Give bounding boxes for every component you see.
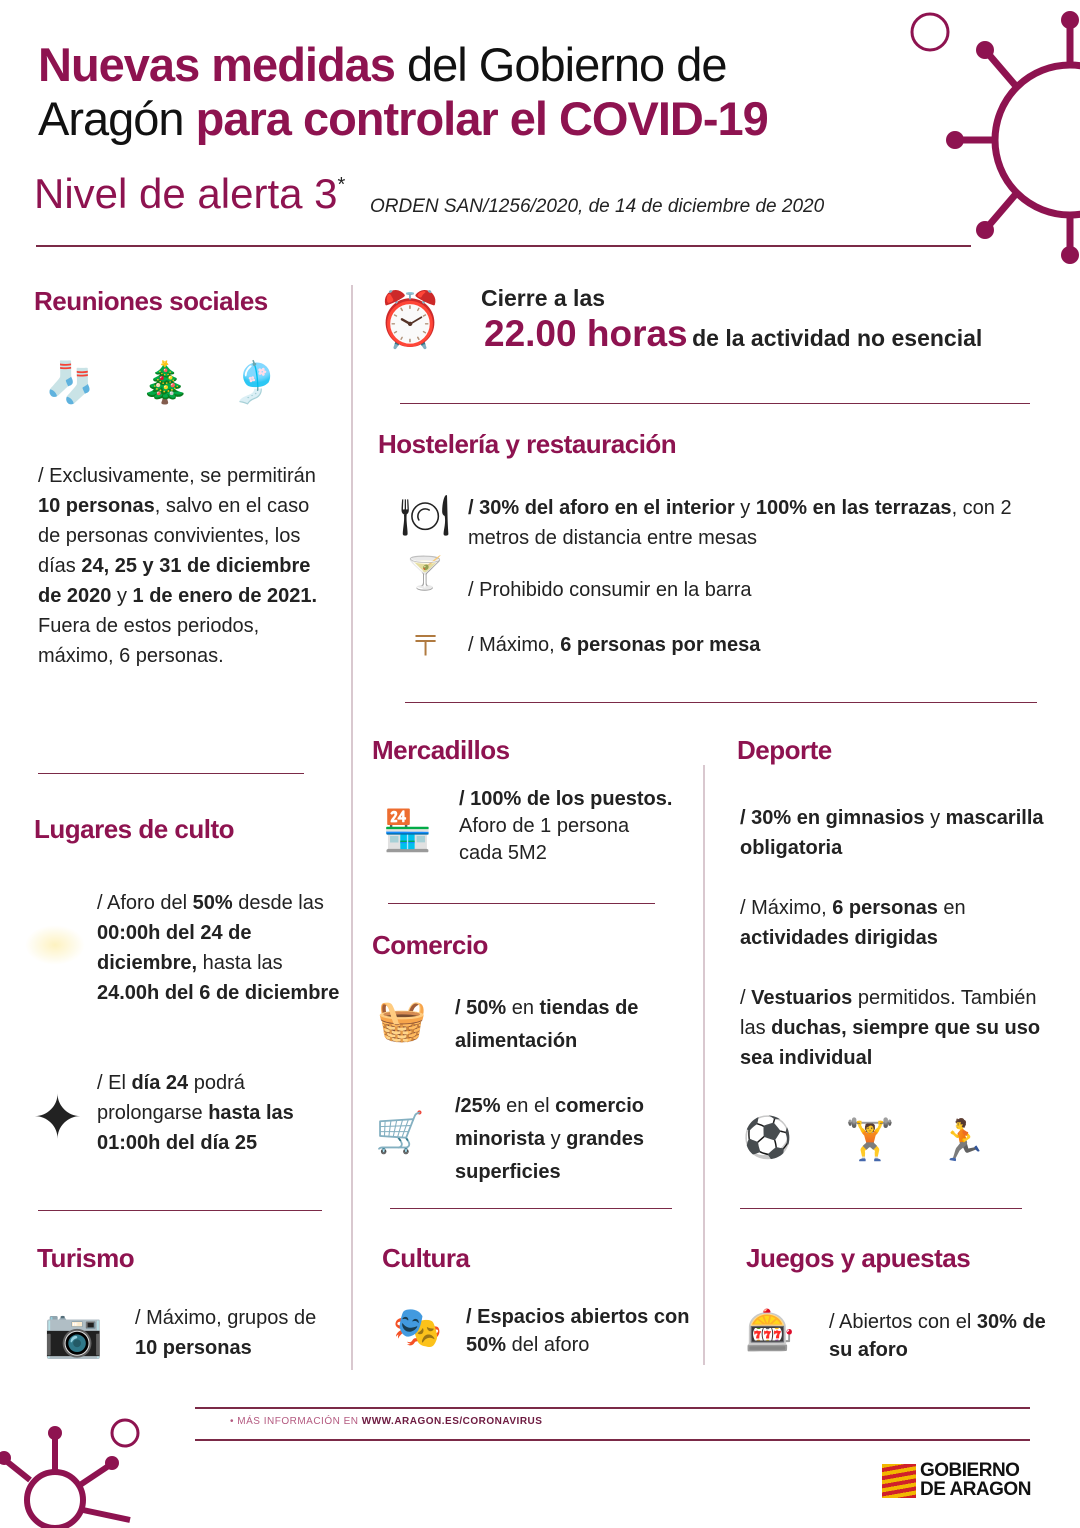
text: / xyxy=(740,987,752,1009)
section-heading-comercio: Comercio xyxy=(372,930,488,960)
bold-text: 6 personas xyxy=(832,897,938,919)
text: y xyxy=(111,585,133,607)
text: , con 2 metros de distancia entre mesas xyxy=(468,497,1012,549)
bold-text: tiendas de alimentación xyxy=(455,997,639,1052)
culto-item-2 xyxy=(97,1068,337,1158)
cocktail-icon: 🍸 xyxy=(405,554,445,591)
text: / El xyxy=(97,1072,132,1094)
more-info: • MÁS INFORMACIÓN EN WWW.ARAGON.ES/CORONAVIRUS xyxy=(230,1416,543,1427)
text: en xyxy=(937,897,966,919)
column-divider xyxy=(351,285,353,1370)
cierre-time: 22.00 horas xyxy=(484,313,688,354)
bold-text: 24.00h del 6 de diciembre xyxy=(97,982,340,1004)
bold-text: / 30% en gimnasios xyxy=(740,807,925,829)
bold-text: comercio minorista xyxy=(455,1095,645,1150)
poker-chips-icon: 🎰 xyxy=(745,1308,795,1353)
divider xyxy=(388,903,655,904)
text: podrá prolongarse xyxy=(97,1072,245,1124)
virus-decoration-icon xyxy=(900,0,1080,270)
bold-text: / 30% del aforo en el interior xyxy=(468,497,735,519)
bold-text: /25% xyxy=(455,1095,501,1117)
section-heading-cultura: Cultura xyxy=(382,1243,470,1273)
section-heading-juegos: Juegos y apuestas xyxy=(746,1243,971,1273)
divider xyxy=(195,1439,1030,1441)
camera-icon: 📷 xyxy=(43,1307,104,1360)
section-heading-turismo: Turismo xyxy=(37,1243,135,1273)
bold-text: / 50% xyxy=(455,997,507,1019)
turismo-text xyxy=(135,1303,335,1363)
bold-text: 50% xyxy=(192,892,233,914)
deporte-item-2 xyxy=(740,893,1060,953)
text: / Máximo, xyxy=(740,897,833,919)
text: del Gobierno de xyxy=(394,38,727,91)
text: / Prohibido consumir en la barra xyxy=(468,579,752,601)
hosteleria-item-1 xyxy=(468,493,1033,553)
divider xyxy=(740,1208,1022,1209)
divider xyxy=(38,773,304,774)
alert-level xyxy=(34,170,345,218)
virus-decoration-bottom-icon xyxy=(0,1405,150,1528)
bold-text: 00:00h del 24 de diciembre, xyxy=(97,922,252,974)
comercio-item-2 xyxy=(455,1090,695,1189)
alarm-clock-icon: ⏰ xyxy=(376,290,445,350)
more-info-label: MÁS INFORMACIÓN EN xyxy=(237,1416,362,1427)
text: permitidos. También las xyxy=(740,987,1037,1039)
logo-line-2: DE ARAGON xyxy=(920,1479,1031,1500)
runner-icon: 🏃 xyxy=(937,1118,988,1163)
text: desde las xyxy=(232,892,324,914)
text: / Aforo del xyxy=(97,892,193,914)
text: y xyxy=(924,807,946,829)
divider xyxy=(400,403,1030,404)
bold-text: / Espacios abiertos con 50% xyxy=(466,1306,690,1356)
text: del aforo xyxy=(506,1334,590,1356)
grocery-basket-icon: 🧺 xyxy=(377,998,427,1043)
deporte-item-1 xyxy=(740,803,1060,863)
bold-text: 24, 25 y 31 de diciembre de 2020 xyxy=(38,555,311,607)
bold-text: 10 personas xyxy=(38,495,155,517)
cloche-icon: 🍽 xyxy=(399,493,451,538)
bold-text: duchas, siempre que su uso sea individual xyxy=(740,1017,1041,1069)
text: / Máximo, grupos de xyxy=(135,1307,317,1329)
page-title xyxy=(38,38,768,146)
soccer-ball-icon: ⚽ xyxy=(742,1116,793,1160)
cierre-label: Cierre a las xyxy=(481,285,606,311)
bold-text: Nuevas medidas xyxy=(38,38,395,91)
text: / Máximo, xyxy=(468,634,561,656)
ornaments-icon: 🎐 xyxy=(230,361,280,405)
bold-text: para controlar el COVID-19 xyxy=(195,92,768,145)
hosteleria-item-2 xyxy=(468,575,1033,605)
cierre-time-line xyxy=(484,313,982,355)
deporte-item-3 xyxy=(740,983,1060,1073)
light-icon xyxy=(25,925,85,965)
asterisk: * xyxy=(337,174,346,196)
text: hasta las xyxy=(197,952,283,974)
bold-text: 30% de su aforo xyxy=(829,1311,1046,1361)
theater-masks-icon: 🎭 xyxy=(392,1306,443,1350)
weightlifter-icon: 🏋 xyxy=(845,1118,895,1162)
bold-text: 6 personas por mesa xyxy=(560,634,761,656)
bold-text: Vestuarios xyxy=(751,987,853,1009)
section-heading-reuniones: Reuniones sociales xyxy=(34,286,268,316)
alert-level-text: Nivel de alerta 3 xyxy=(34,170,338,217)
text: en el xyxy=(500,1095,556,1117)
section-heading-mercadillos: Mercadillos xyxy=(372,735,510,765)
text: , salvo en el caso de personas convivientes, los días xyxy=(38,495,310,577)
logo-line-1: GOBIERNO xyxy=(920,1460,1020,1481)
aragon-flag-icon xyxy=(882,1464,916,1498)
culto-item-1 xyxy=(97,888,347,1008)
hosteleria-item-3 xyxy=(468,630,1033,660)
bold-text: mascarilla obligatoria xyxy=(740,807,1044,859)
christmas-stocking-icon: 🧦 xyxy=(45,361,95,405)
section-heading-deporte: Deporte xyxy=(737,735,832,765)
text: Fuera de estos periodos, máximo, 6 personas. xyxy=(38,615,260,667)
column-divider xyxy=(703,765,705,1365)
section-heading-culto: Lugares de culto xyxy=(34,814,235,844)
shopping-cart-icon: 🛒 xyxy=(375,1111,425,1155)
bold-text: día 24 xyxy=(131,1072,189,1094)
market-stall-icon: 🏪 xyxy=(382,808,433,853)
christmas-tree-icon: 🎄 xyxy=(140,361,190,405)
text: / Abiertos con el xyxy=(829,1311,977,1333)
text: / Exclusivamente, se permitirán xyxy=(38,465,316,487)
divider xyxy=(36,245,971,247)
bold-text: 100% en las terrazas xyxy=(755,497,952,519)
divider xyxy=(405,702,1037,703)
comercio-item-1 xyxy=(455,992,690,1058)
bold-text: grandes superficies xyxy=(455,1128,644,1183)
mercadillos-text xyxy=(459,786,674,867)
bold-text: 10 personas xyxy=(135,1337,252,1359)
cultura-text xyxy=(466,1303,696,1359)
gobierno-aragon-logo xyxy=(882,1462,1031,1500)
text: Aforo de 1 persona cada 5M2 xyxy=(459,815,630,864)
cierre-rest: de la actividad no esencial xyxy=(692,325,983,351)
divider xyxy=(38,1210,322,1211)
divider xyxy=(390,1208,672,1209)
more-info-link[interactable]: WWW.ARAGON.ES/CORONAVIRUS xyxy=(361,1416,543,1427)
text: y xyxy=(734,497,756,519)
bold-text: hasta las 01:00h del día 25 xyxy=(97,1102,294,1154)
text: Aragón xyxy=(38,92,196,145)
sparkle-star-icon: ✦ xyxy=(32,1083,83,1151)
divider xyxy=(195,1407,1030,1409)
text: y xyxy=(545,1128,567,1150)
section-heading-hosteleria: Hostelería y restauración xyxy=(378,429,677,459)
reuniones-text xyxy=(38,461,323,671)
order-reference: ORDEN SAN/1256/2020, de 14 de diciembre de 2020 xyxy=(370,196,825,217)
table-chairs-icon: ╤ xyxy=(415,621,436,653)
bold-text: 1 de enero de 2021. xyxy=(132,585,318,607)
text: en xyxy=(506,997,540,1019)
bold-text: actividades dirigidas xyxy=(740,927,938,949)
juegos-text xyxy=(829,1308,1049,1364)
bold-text: / 100% de los puestos. xyxy=(459,788,673,810)
